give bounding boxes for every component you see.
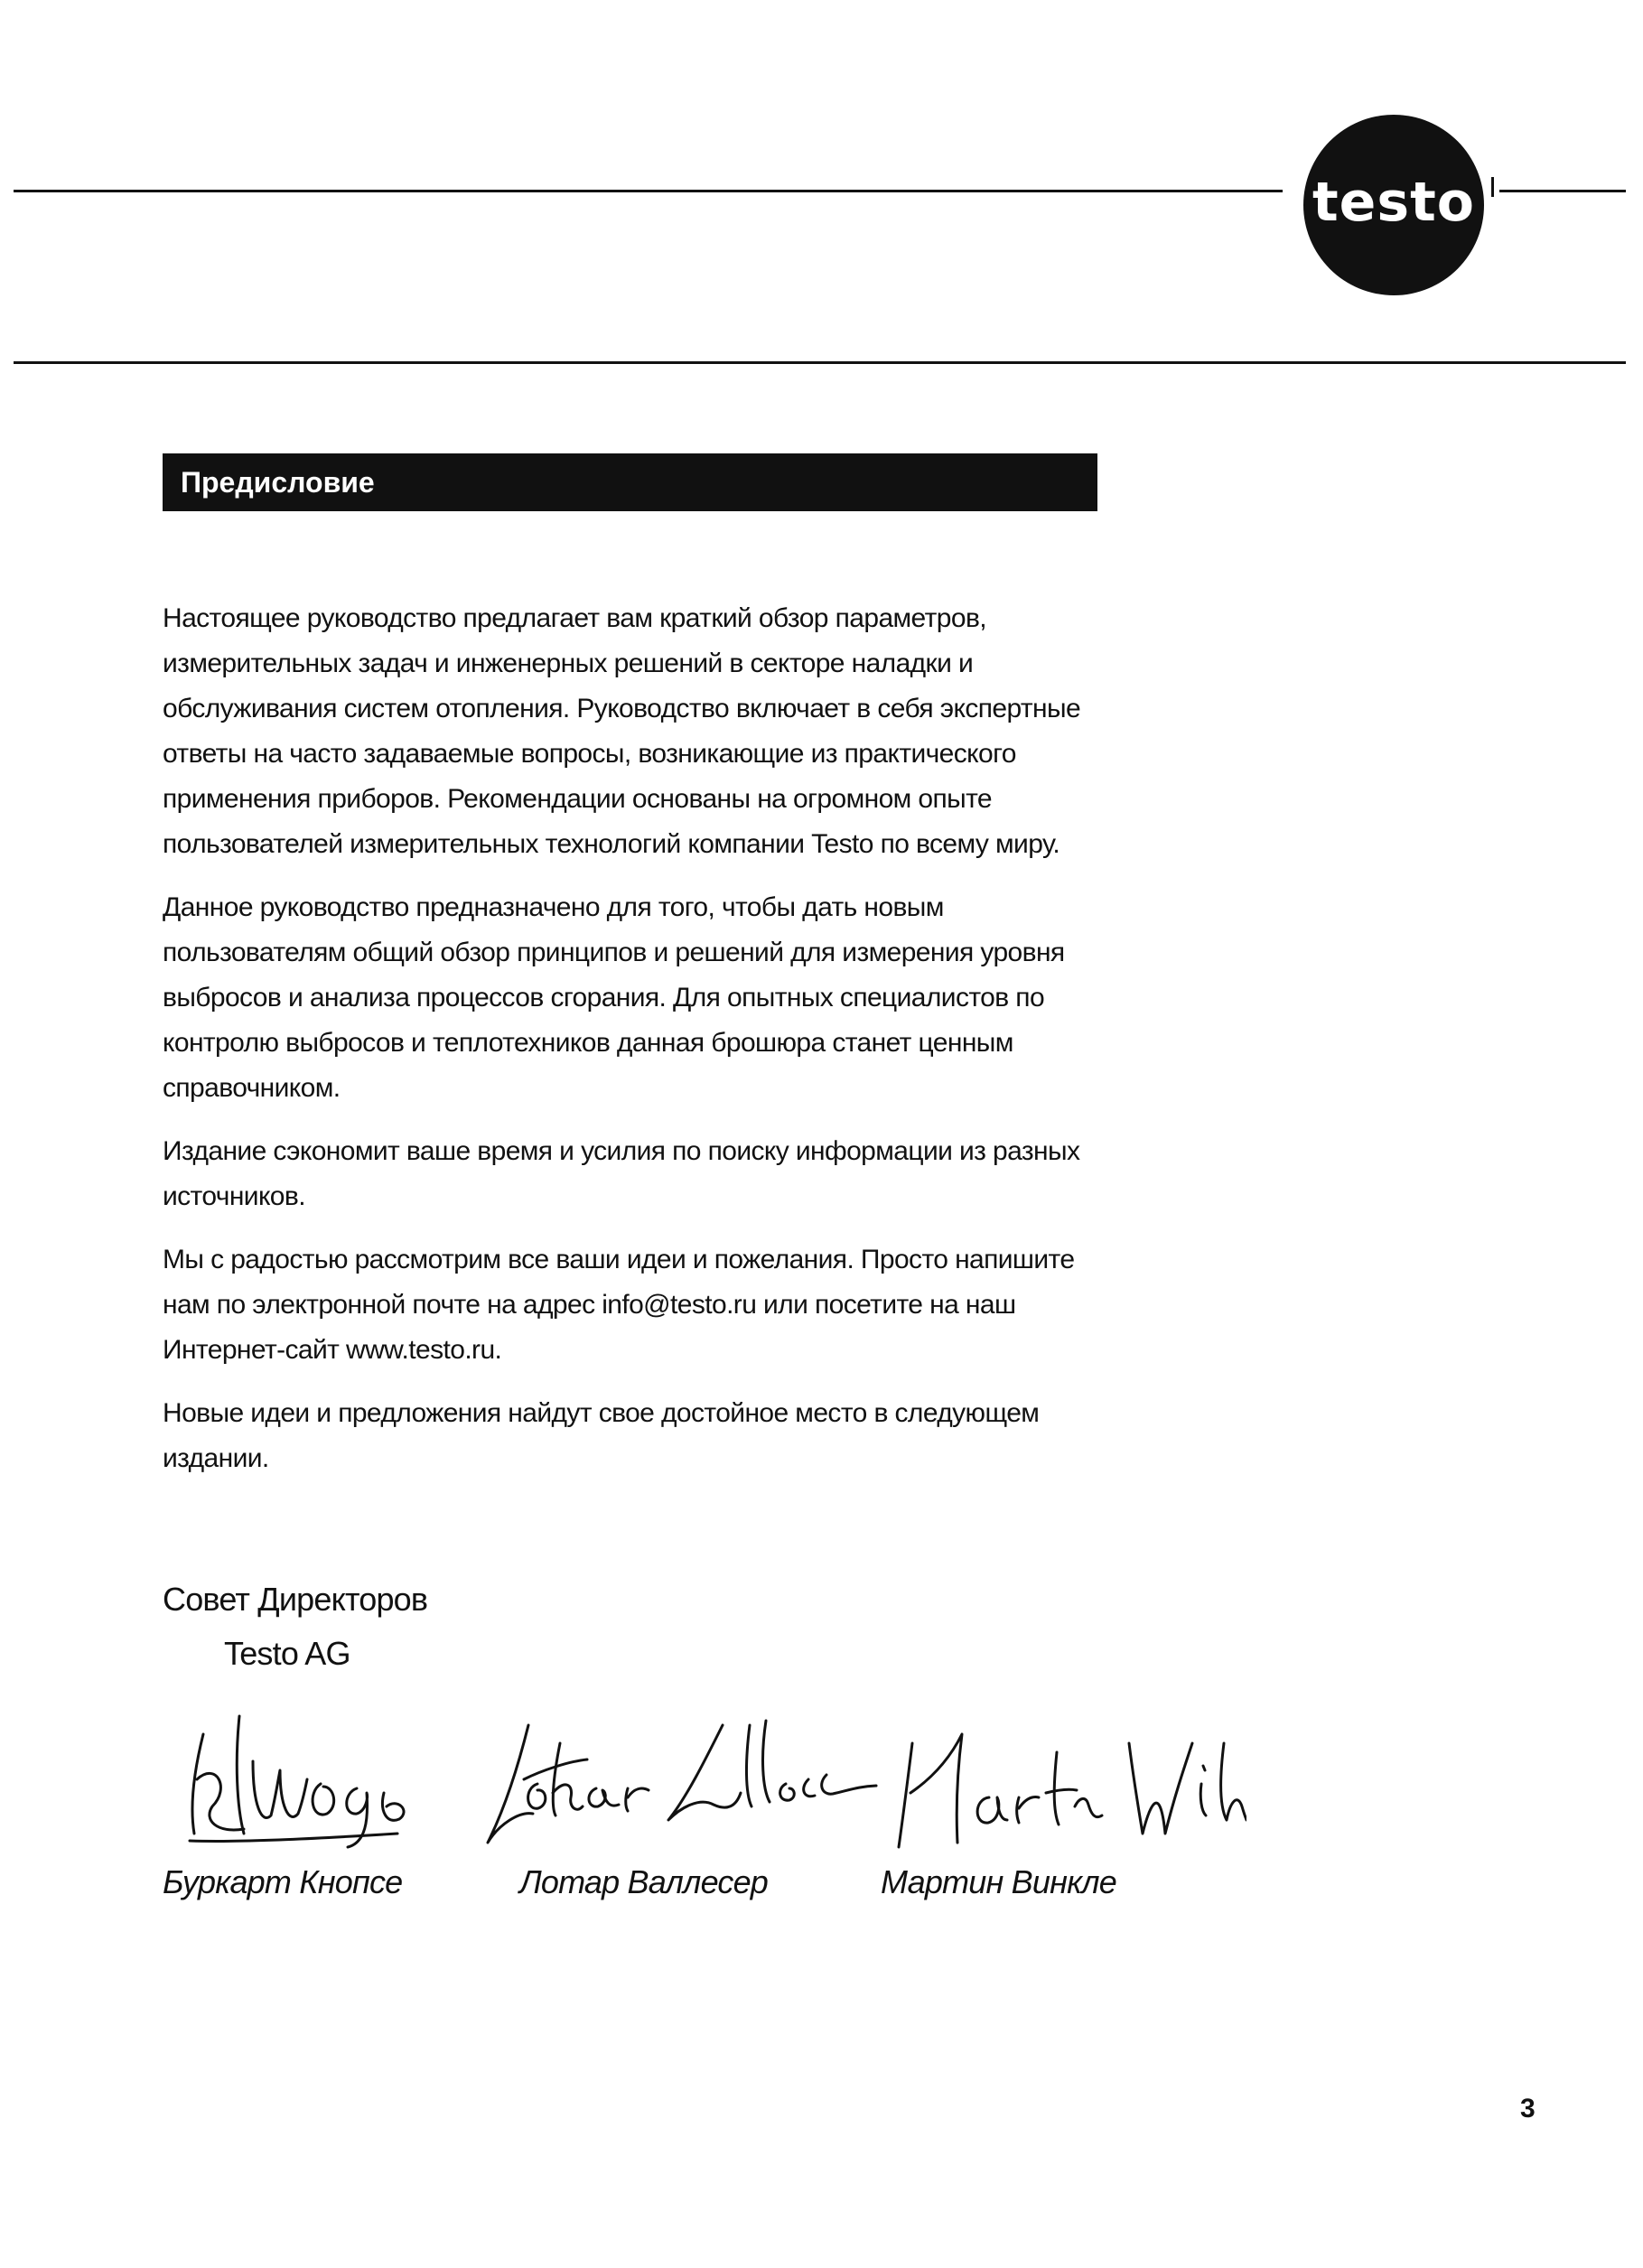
paragraph-3: Издание сэкономит ваше время и усилия по поиску информации из разных источников. — [163, 1136, 1080, 1211]
signer-name-1: Буркарт Кнопсе — [163, 1863, 403, 1900]
header-rule-left — [14, 190, 1283, 192]
signature-2 — [488, 1721, 876, 1843]
logo-text: testo — [1312, 171, 1475, 234]
paragraph-5: Новые идеи и предложения найдут свое достойное место в следующем издании. — [163, 1398, 1040, 1473]
section-header-bar — [163, 453, 1097, 511]
paragraph-4: Мы с радостью рассмотрим все ваши идеи и пожелания. Просто напишите нам по электронной почте на адрес info@testo.ru или посетите на наш Интернет-сайт www.testo.ru. — [163, 1245, 1075, 1365]
testo-logo — [1303, 115, 1484, 295]
signer-name-3: Мартин Винкле — [881, 1863, 1117, 1900]
board-company: Testo AG — [224, 1635, 350, 1672]
handwritten-signatures — [163, 1707, 1246, 1852]
header-rule-bottom — [14, 361, 1626, 364]
header-rule-right — [1499, 190, 1626, 192]
signer-name-2: Лотар Валлесер — [519, 1863, 769, 1900]
section-title: Предисловие — [181, 465, 375, 499]
paragraph-2: Данное руководство предназначено для того, чтобы дать новым пользователям общий обзор принципов и решений для измерения уровня выбросов и анализа процессов сгорания. Для опытных специалистов по контролю выбросов и теплотехников данная брошюра станет ценным справочником. — [163, 892, 1065, 1103]
page-number: 3 — [1520, 2094, 1536, 2123]
signature-3 — [899, 1734, 1246, 1847]
signature-1 — [190, 1716, 404, 1847]
paragraph-1: Настоящее руководство предлагает вам краткий обзор параметров, измерительных задач и инженерных решений в секторе наладки и обслуживания систем отопления. Руководство включает в себя экспертные ответы на часто задаваемые вопросы, возникающие из практического применения приборов. Рекомендации основаны на огромном опыте пользователей измерительных технологий компании Testo по всему миру. — [163, 603, 1081, 859]
board-title: Совет Директоров — [163, 1581, 428, 1618]
foreword-body — [163, 596, 1102, 1499]
logo-tick-mark — [1491, 177, 1494, 197]
